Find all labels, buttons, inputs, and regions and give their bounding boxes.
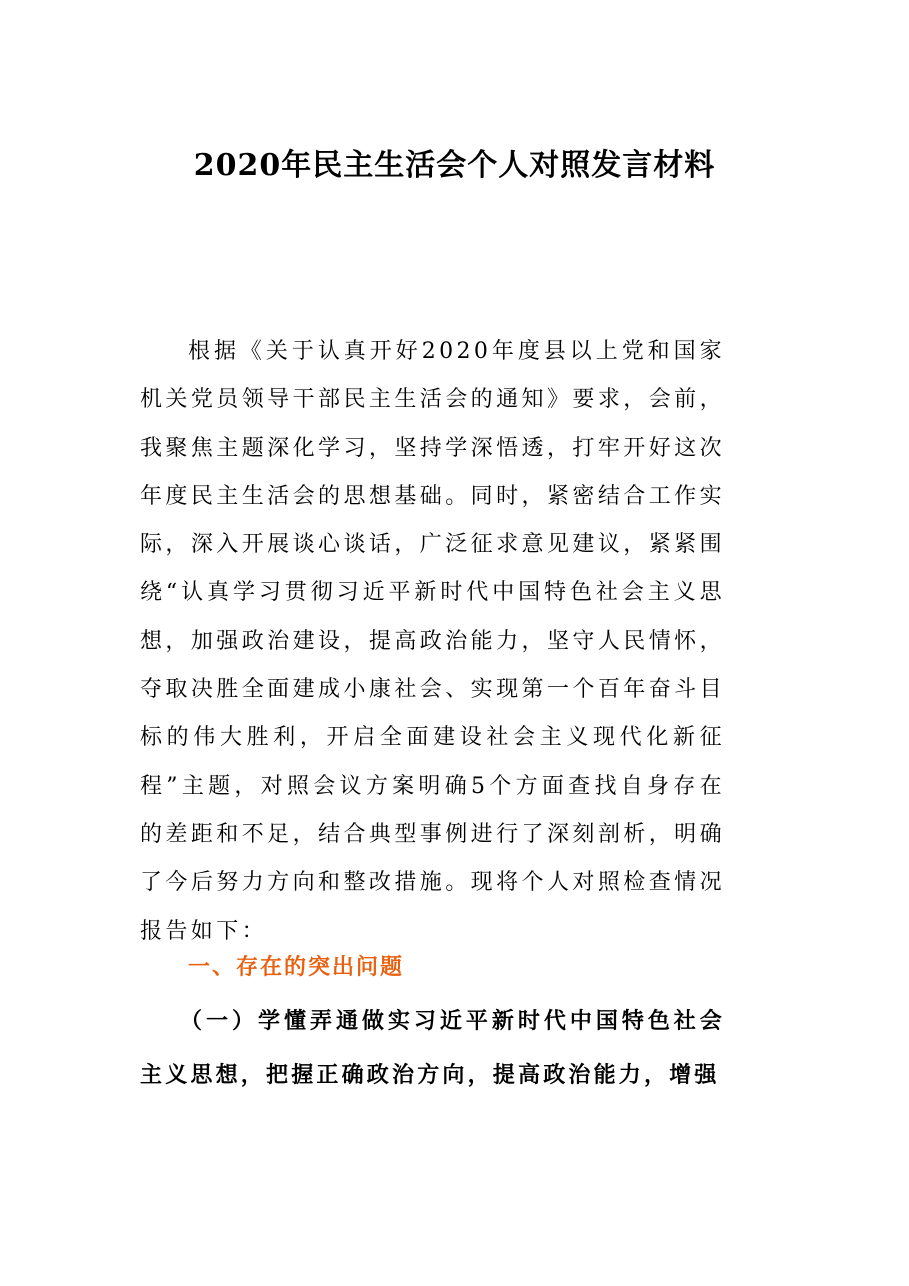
- document-title: 2020年民主生活会个人对照发言材料: [193, 148, 716, 183]
- sub-heading: （一）学懂弄通做实习近平新时代中国特色社会主义思想，把握正确政治方向，提高政治能力，增强: [140, 1008, 725, 1088]
- intro-paragraph: 根据《关于认真开好2020年度县以上党和国家机关党员领导干部民主生活会的通知》要求，会前，我聚焦主题深化学习，坚持学深悟透，打牢开好这次年度民主生活会的思想基础。同时，紧密结合工作实际，深入开展谈心谈话，广泛征求意见建议，紧紧围绕“认真学习贯彻习近平新时代中国特色社会主义思想，加强政治建设，提高政治能力，坚守人民情怀，夺取决胜全面建成小康社会、实现第一个百年奋斗目标的伟大胜利，开启全面建设社会主义现代化新征程”主题，对照会议方案明确5个方面查找自身存在的差距和不足，结合典型事例进行了深刻剖析，明确了今后努力方向和整改措施。现将个人对照检查情况报告如下：: [140, 339, 725, 944]
- section-heading: 一、存在的突出问题: [188, 955, 405, 980]
